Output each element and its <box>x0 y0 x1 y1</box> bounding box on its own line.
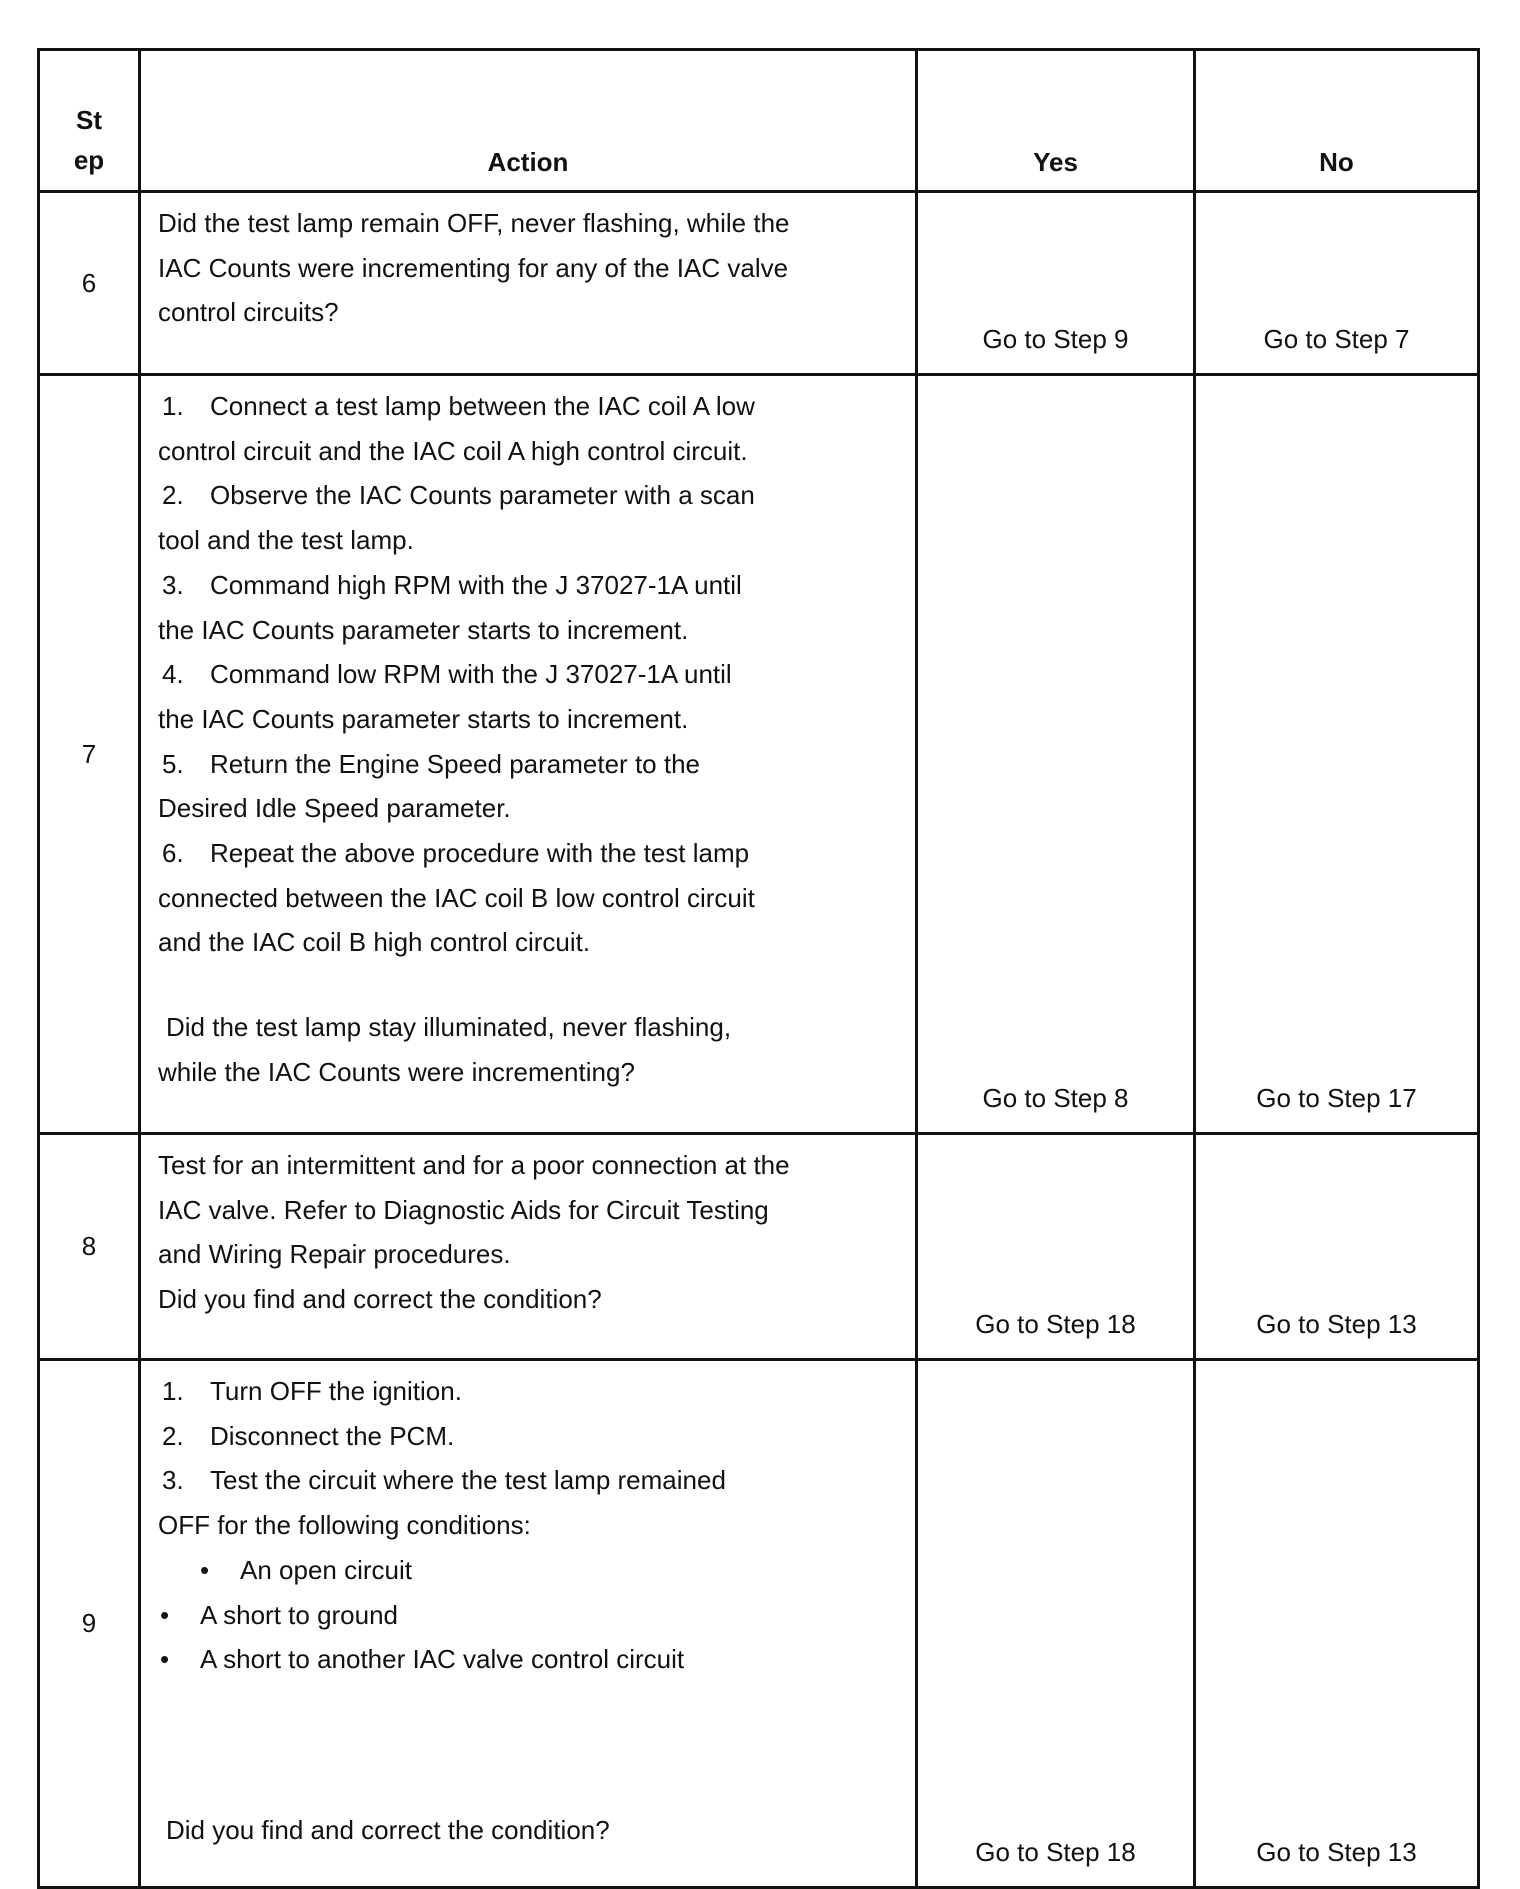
bullet-icon: • <box>160 1644 170 1675</box>
table-row <box>39 192 1479 375</box>
step-number: 7 <box>39 375 140 1134</box>
diagnostic-table <box>37 48 1480 1889</box>
header-row <box>39 50 1479 192</box>
question: Did the test lamp stay illuminated, never flashing, <box>166 1012 732 1043</box>
action-cell: Test for an intermittent and for a poor connection at the IAC valve. Refer to Diagnostic Aids for Circuit Testing and Wiring Repair procedures. Did you find and correct the condition? <box>140 1134 917 1360</box>
yes-result: Go to Step 18 <box>917 1134 1195 1360</box>
yes-result: Go to Step 8 <box>917 375 1195 1134</box>
yes-result: Go to Step 18 <box>917 1360 1195 1888</box>
table-row <box>39 1360 1479 1888</box>
step-number: 8 <box>39 1134 140 1360</box>
list-item: 3. Command high RPM with the J 37027-1A until <box>162 569 742 600</box>
header-yes: Yes <box>917 50 1195 192</box>
action-cell: Did the test lamp remain OFF, never flashing, while the IAC Counts were incrementing for any of the IAC valve control circuits? <box>140 192 917 375</box>
bullet-item: • A short to another IAC valve control circuit <box>158 1637 895 1682</box>
no-result: Go to Step 13 <box>1195 1360 1479 1888</box>
step-number: 9 <box>39 1360 140 1888</box>
list-item: 4. Command low RPM with the J 37027-1A until <box>162 659 732 690</box>
action-cell: 1. Turn OFF the ignition. 2. Disconnect the PCM. 3. Test the circuit where the test lamp remained OFF for the following conditions: • An open circuit • A short to ground • A short to another IAC valve control circuit Did you find and correct the condition? <box>140 1360 917 1888</box>
list-item: 1. Connect a test lamp between the IAC coil A low <box>162 391 755 421</box>
list-item: 5. Return the Engine Speed parameter to the <box>162 748 700 779</box>
list-item: 1. Turn OFF the ignition. <box>162 1376 462 1406</box>
question: Did you find and correct the condition? <box>166 1814 610 1845</box>
bullet-icon: • <box>160 1599 170 1630</box>
table-row <box>39 1134 1479 1360</box>
no-result: Go to Step 17 <box>1195 375 1479 1134</box>
yes-result: Go to Step 9 <box>917 192 1195 375</box>
header-step: St ep <box>39 50 140 192</box>
action-cell: 1. Connect a test lamp between the IAC coil A low control circuit and the IAC coil A high control circuit. 2. Observe the IAC Counts parameter with a scan tool and the test lamp. 3. Command high RPM with the J 37027-1A until the IAC Counts parameter starts to increment. 4. Command low RPM with the J 37027-1A until the IAC Counts parameter starts to increment. 5. Return the Engine Speed parameter to the Desired Idle Speed parameter. 6. Repeat the above procedure with the test lamp connected between the IAC coil B low control circuit and the IAC coil B high control circuit. Did the test lamp stay illuminated, never flashing, while the IAC Counts were incrementing? <box>140 375 917 1134</box>
header-action: Action <box>140 50 917 192</box>
list-item: 2. Disconnect the PCM. <box>162 1420 455 1451</box>
bullet-icon: • <box>200 1554 210 1585</box>
bullet-item: • An open circuit <box>158 1548 895 1593</box>
table-row <box>39 375 1479 1134</box>
list-item: 3. Test the circuit where the test lamp remained <box>162 1465 726 1496</box>
list-item: 2. Observe the IAC Counts parameter with a scan <box>162 480 755 511</box>
step-number: 6 <box>39 192 140 375</box>
bullet-item: • A short to ground <box>158 1593 895 1638</box>
no-result: Go to Step 7 <box>1195 192 1479 375</box>
question: Did you find and correct the condition? <box>158 1284 602 1315</box>
list-item: 6. Repeat the above procedure with the test lamp <box>162 838 750 869</box>
header-no: No <box>1195 50 1479 192</box>
no-result: Go to Step 13 <box>1195 1134 1479 1360</box>
